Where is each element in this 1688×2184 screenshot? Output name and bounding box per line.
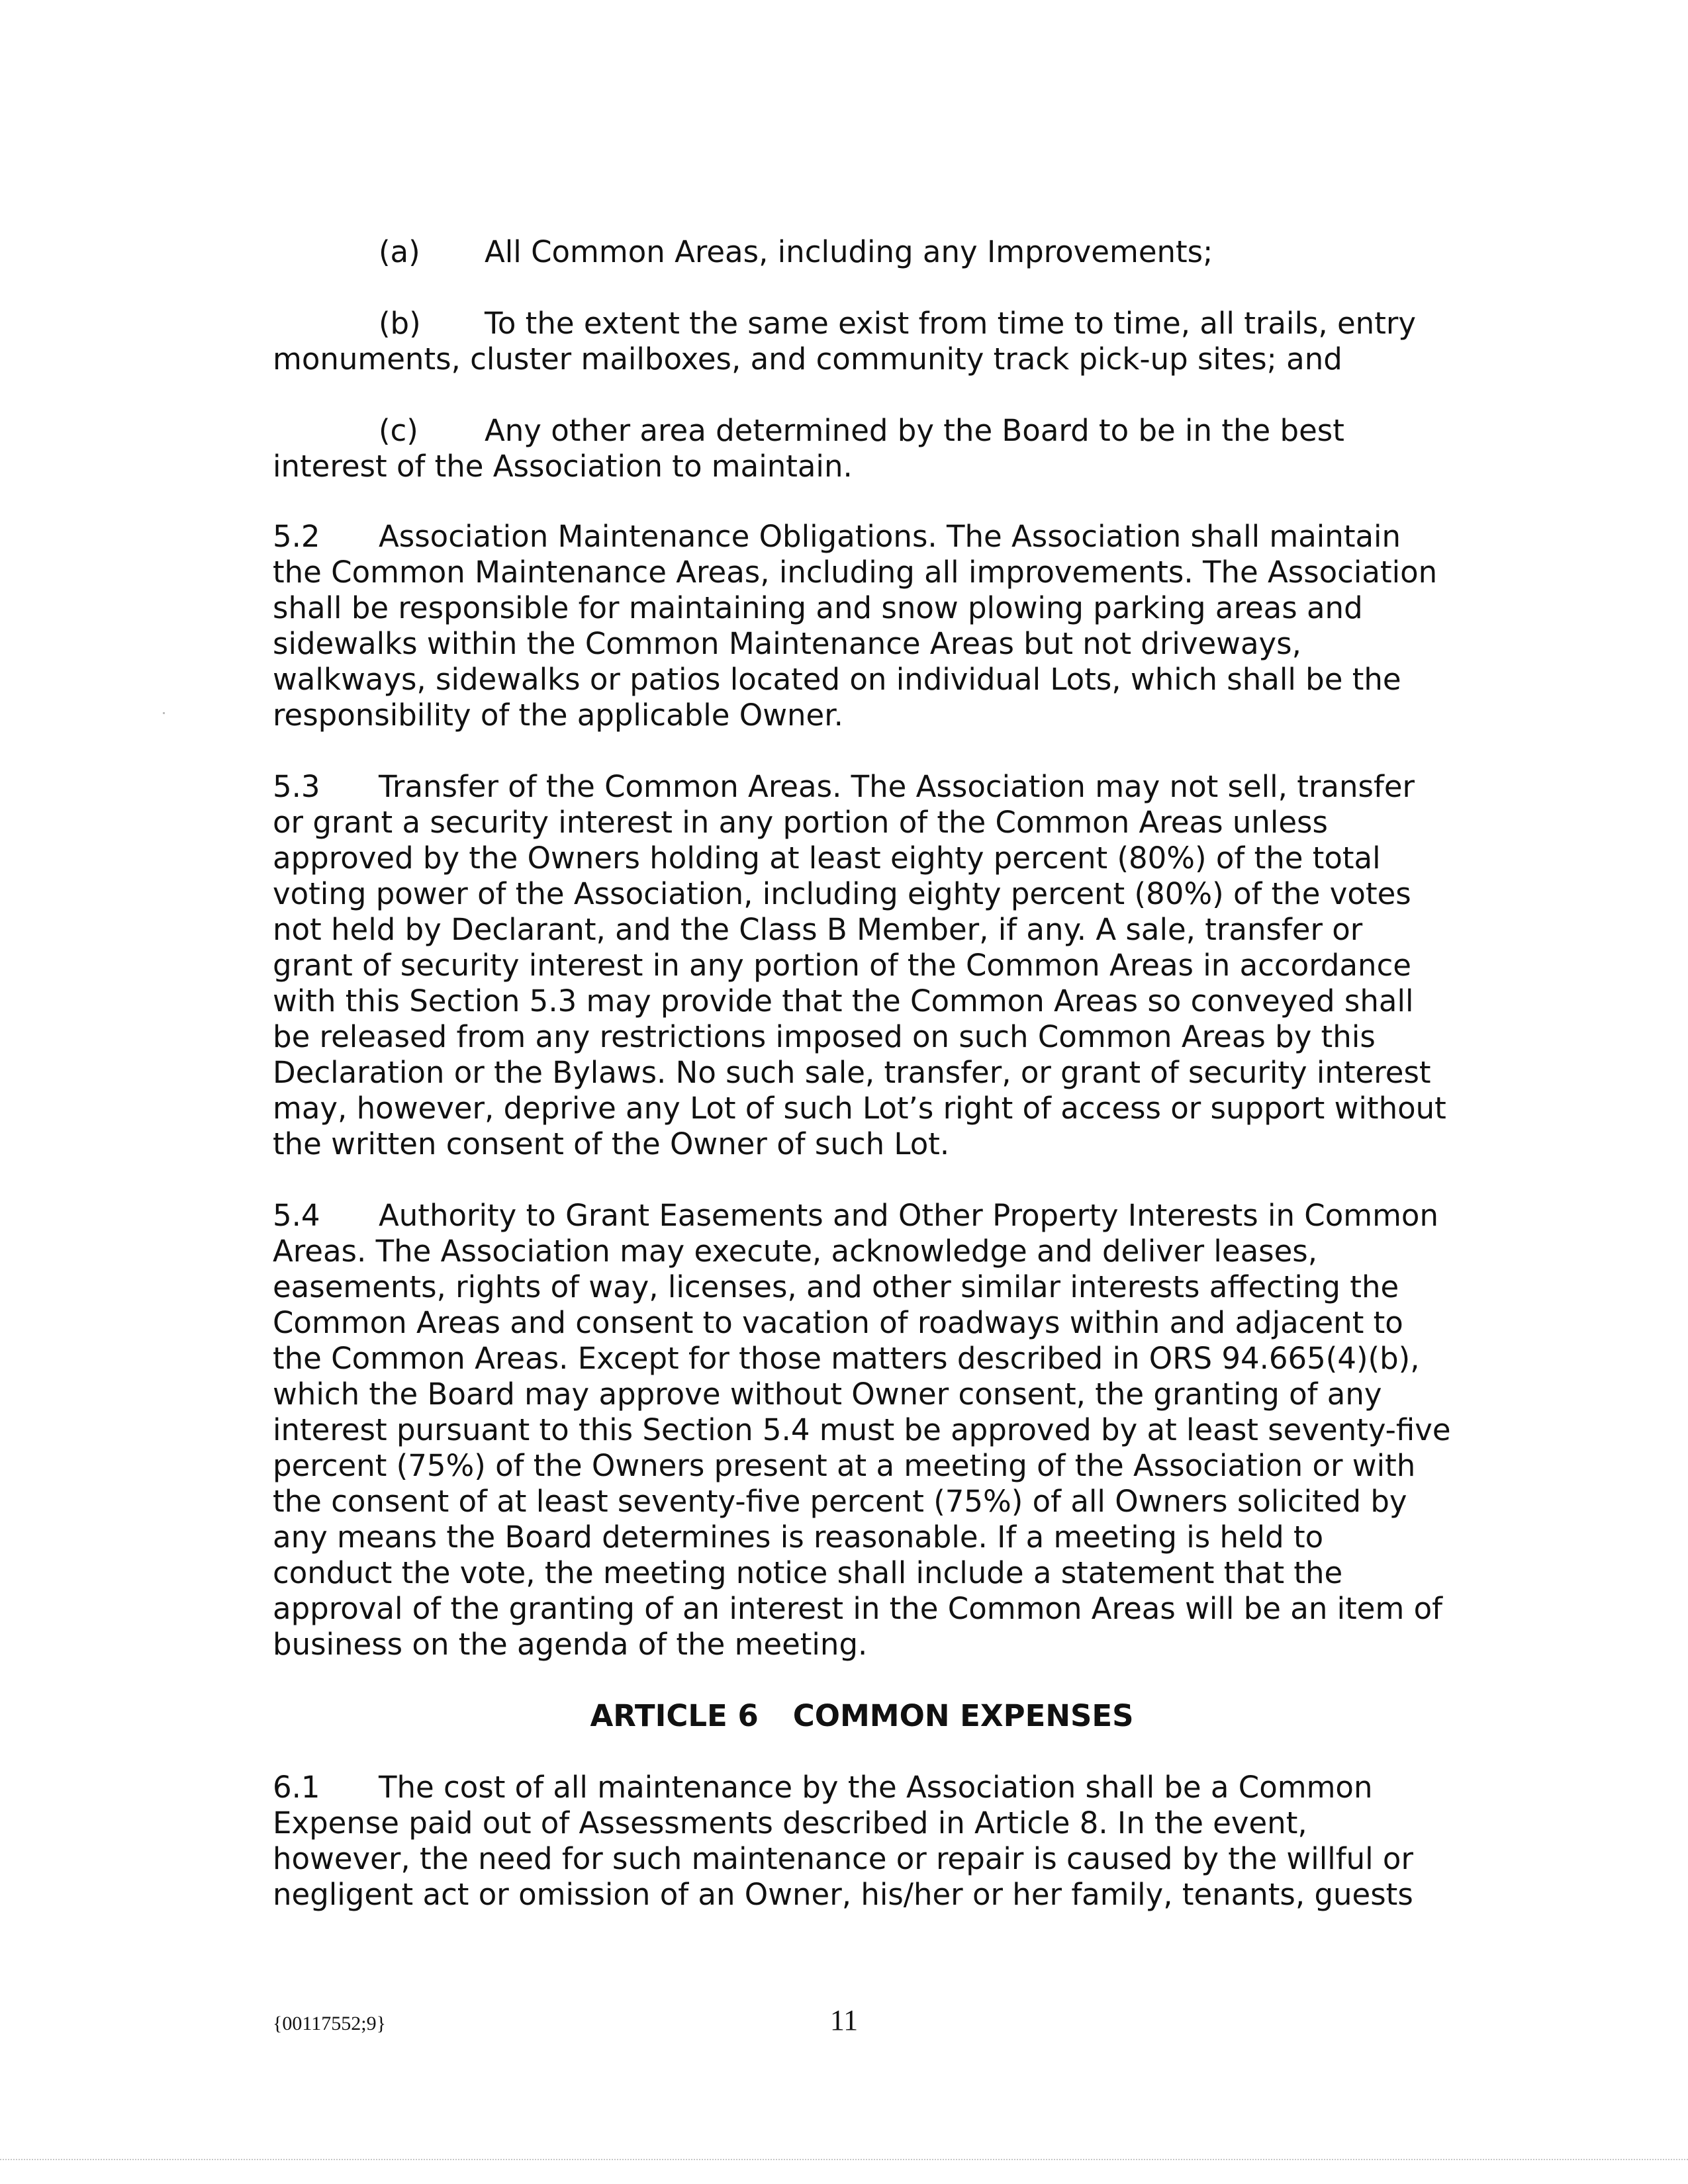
document-id: {00117552;9} [273,2013,387,2034]
article-label: ARTICLE 6 [590,1698,759,1733]
list-marker: (a) [379,234,420,269]
scan-speck [163,712,165,714]
list-item-a [273,234,1451,270]
section-5-3 [273,769,1451,1162]
list-item-text: Any other area determined by the Board to be in the best interest of the Association to maintain. [273,413,1344,484]
section-number: 5.4 [273,1198,320,1233]
section-text: Association Maintenance Obligations. The Association shall maintain the Common Maintenance Areas, including all improvements. The Association shall be responsible for maintaining and snow plowing parking areas and sidewalks within the Common Maintenance Areas but not driveways, walkways, sidewalks or patios located on individual Lots, which shall be the responsibility of the applicable Owner. [273,519,1438,733]
section-6-1 [273,1770,1451,1913]
list-item-text: All Common Areas, including any Improvements; [485,234,1213,269]
article-title: COMMON EXPENSES [792,1698,1134,1733]
list-item-b [273,306,1451,377]
list-marker: (c) [379,413,418,448]
section-number: 5.3 [273,769,320,804]
page-number: 11 [829,2004,859,2036]
section-5-4 [273,1198,1451,1662]
section-number: 6.1 [273,1770,320,1805]
section-5-2 [273,519,1451,733]
list-item-text: To the extent the same exist from time to time, all trails, entry monuments, cluster mailboxes, and community track pick-up sites; and [273,306,1416,377]
list-marker: (b) [379,306,421,341]
section-text: Authority to Grant Easements and Other Property Interests in Common Areas. The Association may execute, acknowledge and deliver leases, easements, rights of way, licenses, and other similar interests affecting the Common Areas and consent to vacation of roadways within and adjacent to the Common Areas. Except for those matters described in ORS 94.665(4)(b), which the Board may approve without Owner consent, the granting of any interest pursuant to this Section 5.4 must be approved by at least seventy-five percent (75%) of the Owners present at a meeting of the Association or with the consent of at least seventy-five percent (75%) of all Owners solicited by any means the Board determines is reasonable. If a meeting is held to conduct the vote, the meeting notice shall include a statement that the approval of the granting of an interest in the Common Areas will be an item of business on the agenda of the meeting. [273,1198,1451,1662]
section-text: The cost of all maintenance by the Association shall be a Common Expense paid out of Assessments described in Article 8. In the event, however, the need for such maintenance or repair is caused by the willful or negligent act or omission of an Owner, his/her or her family, tenants, guests [273,1770,1413,1912]
section-text: Transfer of the Common Areas. The Association may not sell, transfer or grant a security interest in any portion of the Common Areas unless approved by the Owners holding at least eighty percent (80%) of the total voting power of the Association, including eighty percent (80%) of the votes not held by Declarant, and the Class B Member, if any. A sale, transfer or grant of security interest in any portion of the Common Areas in accordance with this Section 5.3 may provide that the Common Areas so conveyed shall be released from any restrictions imposed on such Common Areas by this Declaration or the Bylaws. No such sale, transfer, or grant of security interest may, however, deprive any Lot of such Lot’s right of access or support without the written consent of the Owner of such Lot. [273,769,1446,1161]
list-item-c [273,413,1451,484]
scan-edge-artifact [0,2159,1688,2160]
section-number: 5.2 [273,519,320,554]
article-heading [273,1698,1451,1734]
